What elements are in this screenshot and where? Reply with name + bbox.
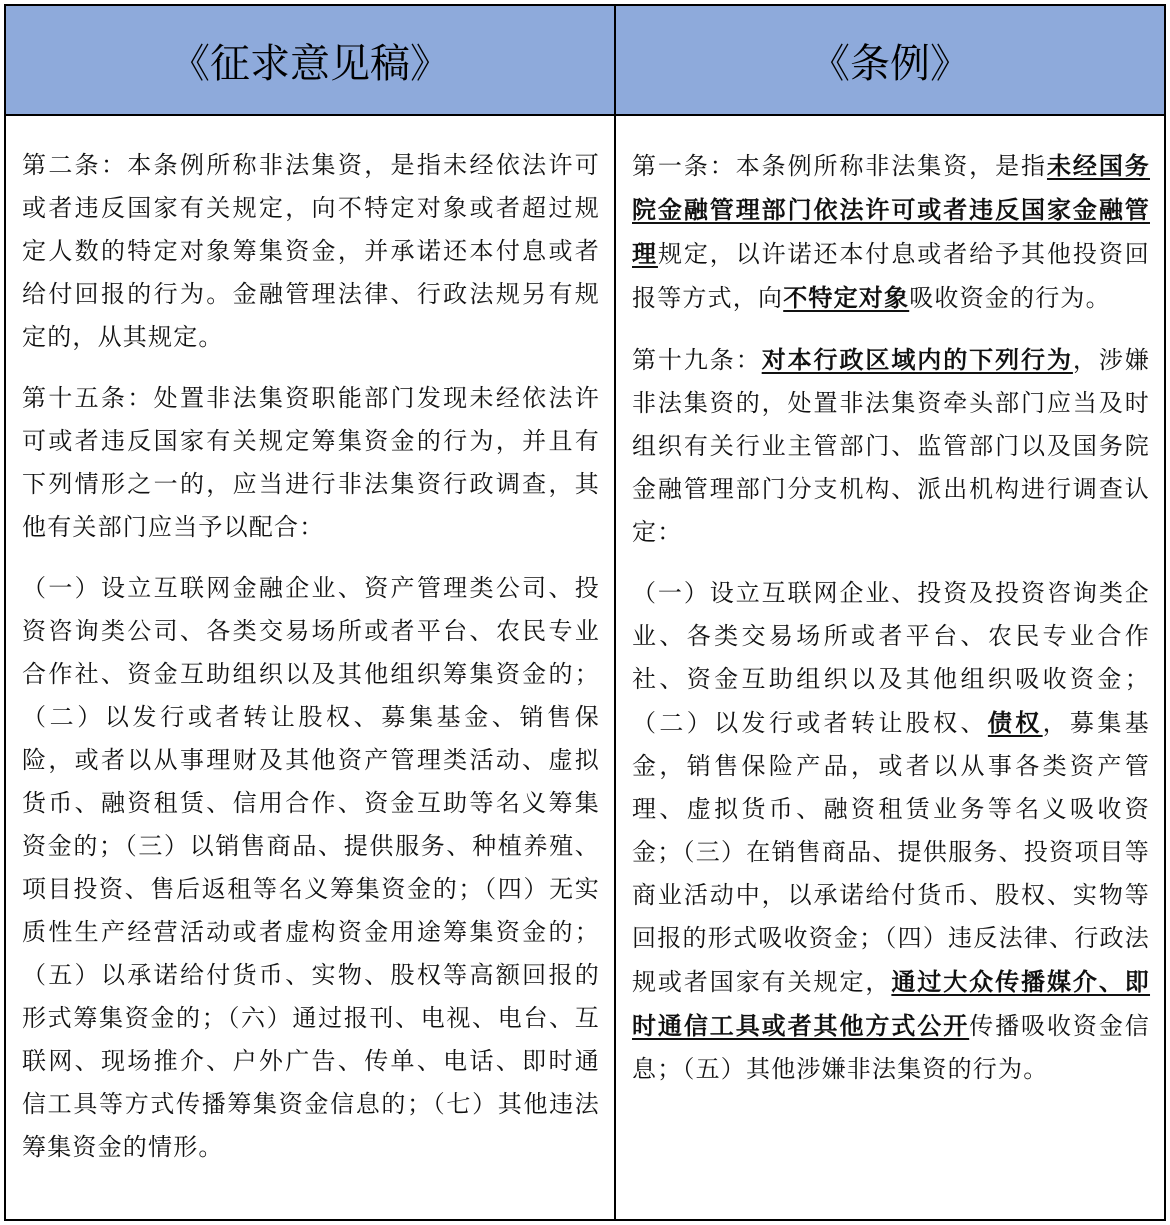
draft-article-15: 第十五条：处置非法集资职能部门发现未经依法许可或者违反国家有关规定筹集资金的行为，并且有下列情形之一的，应当进行非法集资行政调查，其他有关部门应当予以配合： — [22, 384, 600, 541]
draft-article-2: 第二条：本条例所称非法集资，是指未经依法许可或者违反国家有关规定，向不特定对象或者超过规定人数的特定对象筹集资金，并承诺还本付息或者给付回报的行为。金融管理法律、行政法规另有规定的，从其规定。 — [22, 151, 600, 351]
text-segment: ，涉嫌非法集资的，处置非法集资牵头部门应当及时组织有关行业主管部门、监管部门以及国务院金融管理部门分支机构、派出机构进行调查认定： — [632, 346, 1150, 546]
highlighted-text: 债权 — [987, 708, 1043, 737]
comparison-table — [4, 4, 1166, 1221]
draft-column — [6, 116, 616, 1219]
regulation-article-1 — [632, 144, 1150, 320]
text-segment: 吸收资金的行为。 — [909, 284, 1111, 312]
text-segment: 第一条：本条例所称非法集资，是指 — [632, 152, 1047, 180]
draft-article-15-items: （一）设立互联网金融企业、资产管理类公司、投资咨询类公司、各类交易场所或者平台、农民专业合作社、资金互助组织以及其他组织筹集资金的；（二）以发行或者转让股权、募集基金、销售保险，或者以从事理财及其他资产管理类活动、虚拟货币、融资租赁、信用合作、资金互助等名义筹集资金的；（三）以销售商品、提供服务、种植养殖、项目投资、售后返租等名义筹集资金的；（四）无实质性生产经营活动或者虚构资金用途筹集资金的；（五）以承诺给付货币、实物、股权等高额回报的形式筹集资金的；（六）通过报刊、电视、电台、互联网、现场推介、户外广告、传单、电话、即时通信工具等方式传播筹集资金信息的；（七）其他违法筹集资金的情形。 — [22, 574, 600, 1161]
regulation-column — [616, 116, 1164, 1219]
regulation-article-19-items — [632, 572, 1150, 1091]
text-segment: （一）设立互联网企业、投资及投资咨询类企业、各类交易场所或者平台、农民专业合作社、资金互助组织以及其他组织吸收资金；（二）以发行或者转让股权、 — [632, 579, 1150, 737]
highlighted-text: 不特定对象 — [783, 283, 910, 312]
text-segment: 规定，以许诺还本付息或者给予其他投资回报等方式，向 — [632, 240, 1150, 312]
highlighted-text: 对本行政区域内的下列行为 — [761, 345, 1073, 374]
text-segment: 传播吸收资金信息；（五）其他涉嫌非法集资的行为。 — [632, 1012, 1150, 1083]
regulation-article-19 — [632, 338, 1150, 554]
highlighted-text: 通过大众传播媒介、即时通信工具或者其他方式公开 — [632, 967, 1151, 1040]
text-segment: ，募集基金，销售保险产品，或者以从事各类资产管理、虚拟货币、融资租赁业务等名义吸收资金；（三）在销售商品、提供服务、投资项目等商业活动中，以承诺给付货币、股权、实物等回报的形式吸收资金；（四）违反法律、行政法规或者国家有关规定， — [632, 709, 1150, 996]
header-regulation: 《条例》 — [616, 6, 1164, 116]
text-segment: 第十九条： — [632, 346, 762, 374]
highlighted-text: 未经国务院金融管理部门依法许可或者违反国家金融管理 — [632, 151, 1150, 268]
header-draft: 《征求意见稿》 — [6, 6, 616, 116]
